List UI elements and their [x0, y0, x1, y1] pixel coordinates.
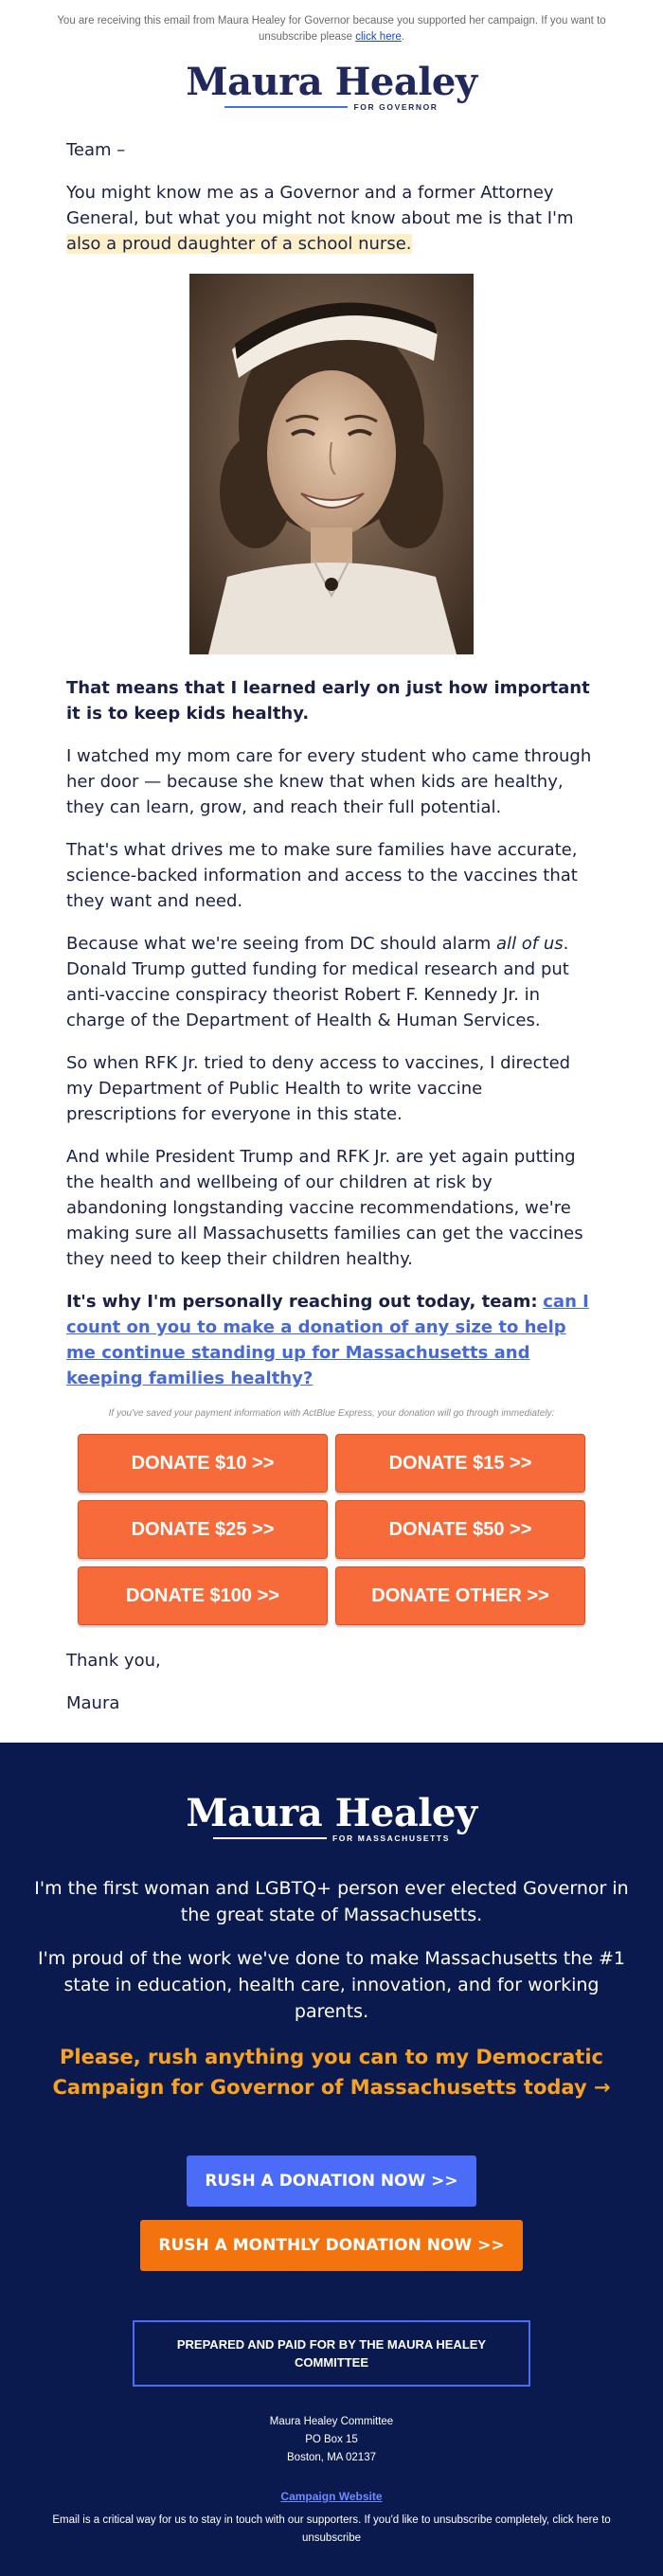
paragraph-ask	[66, 1289, 597, 1391]
footer-text-proud: I'm proud of the work we've done to make Massachusetts the #1 state in education, health care, innovation, and for working parents.	[37, 1948, 626, 2022]
greeting: Team –	[66, 140, 126, 160]
footer-text	[28, 1875, 635, 2025]
footer-unsubscribe-text[interactable]: Email is a critical way for us to stay in touch with our supporters. If you'd like to unsubscribe completely, click here to unsubscribe	[52, 2514, 611, 2544]
address-line-2: PO Box 15	[305, 2434, 358, 2445]
donate-25-button[interactable]: DONATE $25 >>	[78, 1500, 328, 1559]
address-line-1: Maura Healey Committee	[269, 2416, 394, 2427]
rush-donation-button[interactable]: RUSH A DONATION NOW >>	[187, 2156, 476, 2207]
donate-other-button[interactable]: DONATE OTHER >>	[335, 1566, 585, 1625]
donation-ask-link[interactable]: can I count on you to make a donation of any size to help me continue standing up for Massachusetts and keeping families healthy?	[66, 1292, 589, 1388]
paragraph-trump-rfk: And while President Trump and RFK Jr. are yet again putting the health and wellbeing of our children at risk by abandoning longstanding vaccine recommendations, we're making sure all Massachusetts families can get the vaccines they need to keep their children healthy.	[66, 1147, 583, 1269]
paragraph-rfk: So when RFK Jr. tried to deny access to vaccines, I directed my Department of Public Health to write vaccine prescriptions for everyone in this state.	[66, 1053, 571, 1124]
notice-text: You are receiving this email from Maura Healey for Governor because you supported her campaign. If you want to unsubscribe please	[57, 15, 606, 43]
mailing-address	[0, 2413, 663, 2467]
footer	[0, 1743, 663, 2576]
nurse-photo-illustration	[189, 274, 474, 654]
footer-logo	[0, 1792, 663, 1843]
footer-logo-subtitle: FOR MASSACHUSETTS	[332, 1834, 450, 1843]
actblue-note: If you've saved your payment information with ActBlue Express, your donation will go through immediately:	[108, 1408, 555, 1419]
notice-unsubscribe-link[interactable]: click here	[355, 31, 402, 43]
paragraph-intro	[66, 180, 597, 257]
paragraph-mom-care: I watched my mom care for every student who came through her door — because she knew that when kids are healthy, they can learn, grow, and reach their full potential.	[66, 746, 592, 817]
intro-text: You might know me as a Governor and a former Attorney General, but what you might not know about me is that I'm	[66, 183, 574, 228]
donate-button-grid	[78, 1434, 585, 1625]
rush-monthly-donation-button[interactable]: RUSH A MONTHLY DONATION NOW >>	[140, 2220, 523, 2271]
donate-100-button[interactable]: DONATE $100 >>	[78, 1566, 328, 1625]
paragraph-dc	[66, 931, 597, 1033]
logo-underline	[224, 106, 348, 108]
footer-logo-underline	[213, 1837, 327, 1839]
footer-urgent-ask[interactable]: Please, rush anything you can to my Democratic Campaign for Governor of Massachusetts today →	[52, 2046, 611, 2099]
dc-text-start: Because what we're seeing from DC should alarm	[66, 934, 497, 954]
signoff-name: Maura	[66, 1693, 120, 1713]
paragraph-vaccines: That's what drives me to make sure families have accurate, science-backed information and access to the vaccines that they want and need.	[66, 840, 578, 911]
nurse-photo	[189, 274, 474, 654]
signoff	[66, 1648, 597, 1716]
donate-15-button[interactable]: DONATE $15 >>	[335, 1434, 585, 1493]
dc-text-italic: all of us	[496, 934, 564, 954]
campaign-website-link[interactable]: Campaign Website	[280, 2490, 383, 2503]
address-line-3: Boston, MA 02137	[287, 2452, 376, 2463]
donate-10-button[interactable]: DONATE $10 >>	[78, 1434, 328, 1493]
unsubscribe-notice: You are receiving this email from Maura Healey for Governor because you supported her campaign. If you want to unsubscribe please click here.	[57, 15, 606, 43]
dc-text-end: . Donald Trump gutted funding for medical research and put anti-vaccine conspiracy theorist Robert F. Kennedy Jr. in charge of the Department of Health & Human Services.	[66, 934, 569, 1030]
paid-for-disclaimer: PREPARED AND PAID FOR BY THE MAURA HEALEY COMMITTEE	[133, 2320, 530, 2387]
logo-subtitle: FOR GOVERNOR	[353, 102, 439, 112]
footer-logo-name: Maura Healey	[186, 1791, 477, 1835]
intro-highlight: also a proud daughter of a school nurse.	[66, 234, 412, 254]
header-logo	[0, 61, 663, 121]
paragraph-kids-healthy: That means that I learned early on just how important it is to keep kids healthy.	[66, 678, 590, 724]
footer-text-first-woman: I'm the first woman and LGBTQ+ person ever elected Governor in the great state of Massachusetts.	[34, 1878, 629, 1925]
signoff-thanks: Thank you,	[66, 1651, 161, 1671]
email-body	[66, 137, 597, 1391]
donate-50-button[interactable]: DONATE $50 >>	[335, 1500, 585, 1559]
logo-name: Maura Healey	[186, 60, 477, 104]
ask-bold-text: It's why I'm personally reaching out today, team:	[66, 1292, 538, 1312]
